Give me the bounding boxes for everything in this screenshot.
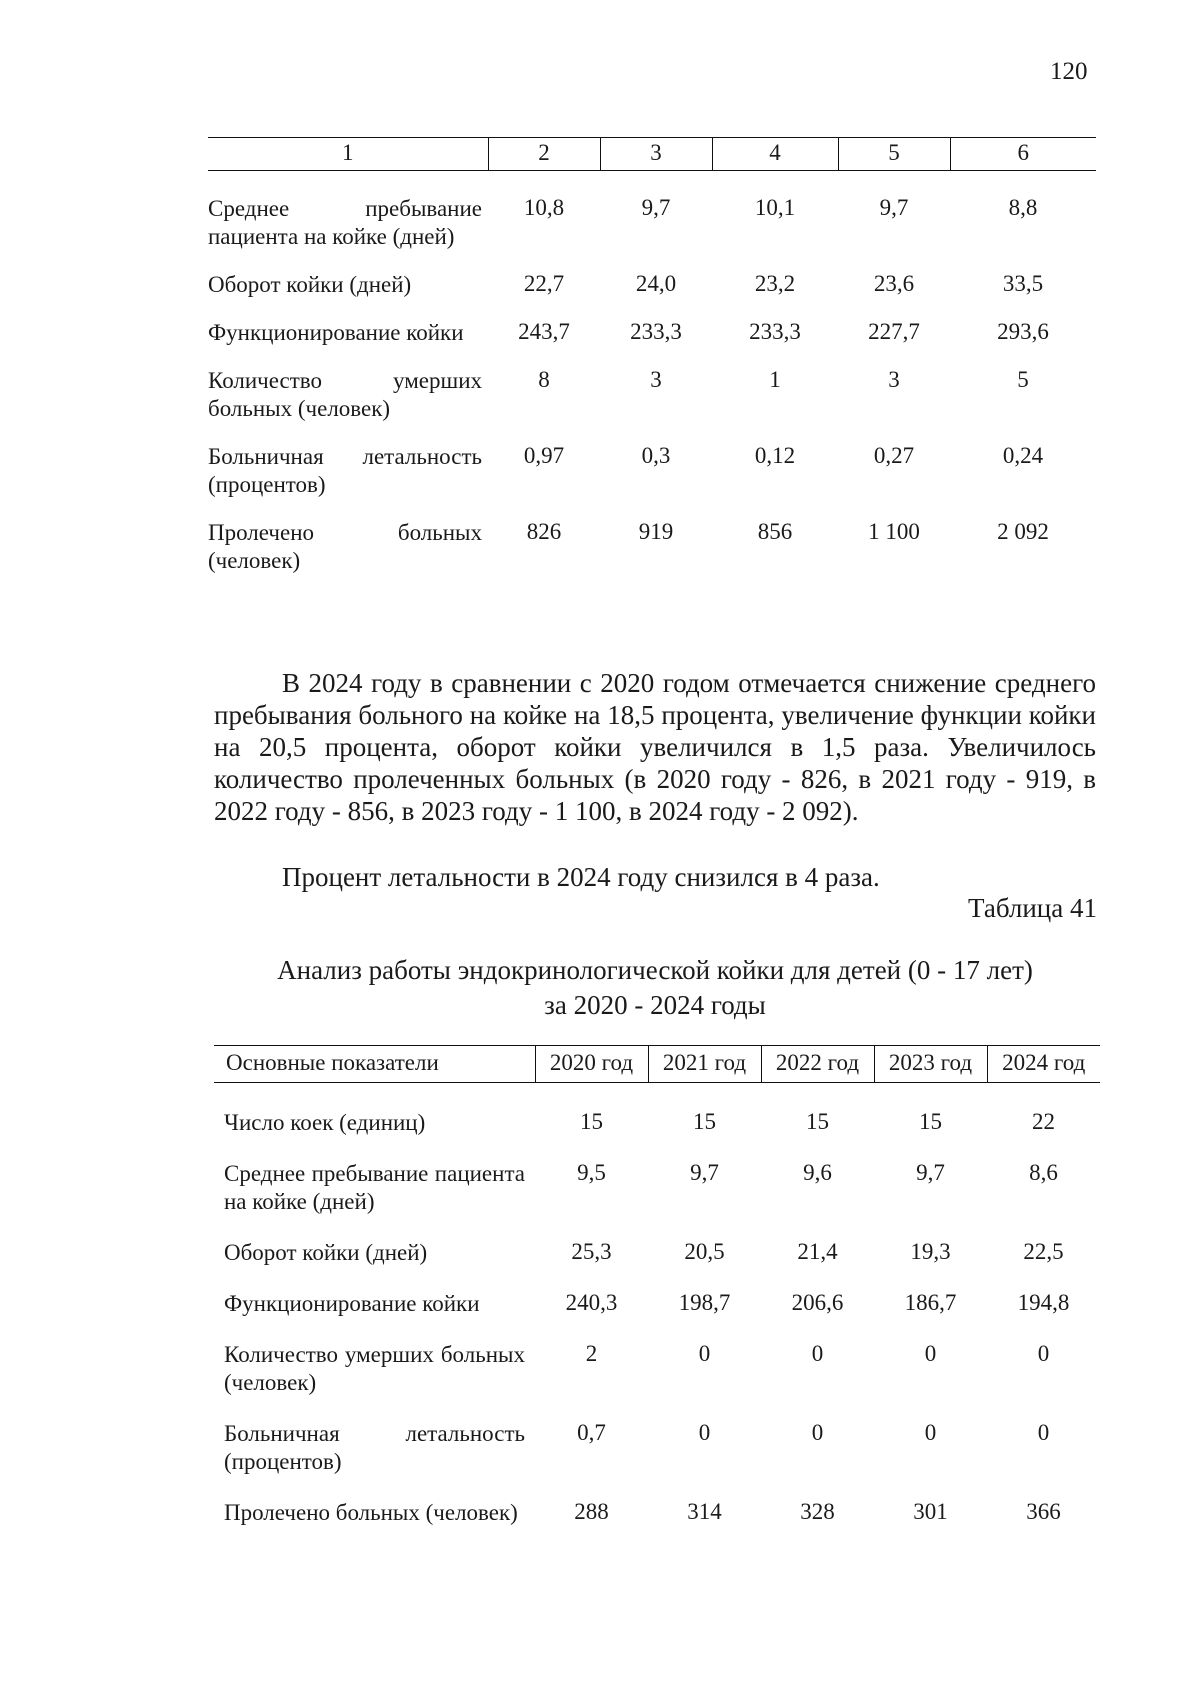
column-header: 2021 год (648, 1046, 761, 1083)
table-cell: 240,3 (565, 1290, 618, 1315)
table-cell: 826 (526, 519, 562, 544)
table-cell: 15 (580, 1109, 603, 1134)
table-row (208, 319, 1096, 367)
mortality-paragraph: Процент летальности в 2024 году снизился в 4 раза. (282, 862, 880, 892)
column-header: 5 (838, 138, 950, 171)
column-header: 1 (208, 138, 488, 171)
table-cell: 198,7 (678, 1290, 731, 1315)
table-cell: 206,6 (791, 1290, 844, 1315)
column-header: 6 (950, 138, 1096, 171)
row-label: Пролечено больных (человек) (208, 520, 482, 573)
table-title (214, 953, 1096, 1023)
summary-paragraph: В 2024 году в сравнении с 2020 годом отмечается снижение среднего пребывания больного на койке на 18,5 процента, увеличение функции койки на 20,5 процента, оборот койки увеличился в 1,5 раза. Увеличилось количество пролеченных больных (в 2020 году - 826, в 2021 году - 919, в 2022 году - 856, в 2023 году - 1 100, в 2024 году - 2 092). (214, 668, 1096, 826)
table-cell: 10,8 (523, 195, 565, 220)
table-cell: 0 (698, 1420, 711, 1445)
bed-stats-table-continued (208, 137, 1096, 595)
column-header: 4 (712, 138, 838, 171)
table-cell: 0,24 (1002, 443, 1044, 468)
table-cell: 15 (693, 1109, 716, 1134)
row-label: Количество умерших больных (человек) (208, 368, 482, 421)
table-cell: 9,5 (577, 1160, 606, 1185)
table-row (208, 519, 1096, 595)
table-cell: 3 (650, 367, 662, 392)
endocrinology-bed-table (214, 1045, 1100, 1550)
table-cell: 24,0 (635, 271, 677, 296)
table-cell: 8,6 (1029, 1160, 1058, 1185)
table-cell: 9,7 (916, 1160, 945, 1185)
table-row (214, 1420, 1100, 1499)
table-row (208, 367, 1096, 443)
table-cell: 288 (574, 1499, 609, 1524)
table-row (214, 1109, 1100, 1160)
column-header: 2020 год (535, 1046, 648, 1083)
table-header-row (214, 1046, 1100, 1083)
table-cell: 919 (638, 519, 674, 544)
table-header-row (208, 138, 1096, 171)
table-cell: 0,97 (523, 443, 565, 468)
table-cell: 194,8 (1017, 1290, 1070, 1315)
column-header: 3 (600, 138, 712, 171)
row-label: Среднее пребывание пациента на койке (дней) (224, 1161, 525, 1214)
row-label: Среднее пребывание пациента на койке (дней) (208, 196, 482, 249)
table-cell: 0 (811, 1420, 824, 1445)
table-cell: 5 (1017, 367, 1029, 392)
column-header: 2024 год (987, 1046, 1100, 1083)
table-row (208, 195, 1096, 271)
table-cell: 9,7 (879, 195, 909, 220)
row-label: Количество умерших больных (человек) (224, 1342, 525, 1395)
table-cell: 0,7 (577, 1420, 606, 1445)
table-cell: 0 (924, 1420, 937, 1445)
table-caption: Таблица 41 (968, 893, 1097, 923)
table-row (208, 271, 1096, 319)
table-row (208, 443, 1096, 519)
table-cell: 366 (1026, 1499, 1061, 1524)
table-cell: 328 (800, 1499, 835, 1524)
table-title-line: Анализ работы эндокринологической койки для детей (0 - 17 лет) (277, 955, 1033, 985)
table-cell: 2 092 (997, 519, 1049, 544)
table-cell: 3 (888, 367, 900, 392)
table-cell: 22,7 (523, 271, 565, 296)
table-cell: 8,8 (1008, 195, 1038, 220)
table-cell: 1 100 (868, 519, 920, 544)
table-cell: 15 (806, 1109, 829, 1134)
table-cell: 243,7 (518, 319, 570, 344)
table-cell: 856 (757, 519, 793, 544)
table-cell: 0 (698, 1341, 711, 1366)
table-row (214, 1341, 1100, 1420)
column-header: Основные показатели (214, 1046, 535, 1083)
table-cell: 0,3 (641, 443, 671, 468)
table-title-line: за 2020 - 2024 годы (544, 990, 766, 1020)
table-cell: 301 (913, 1499, 948, 1524)
table-cell: 9,7 (690, 1160, 719, 1185)
table-cell: 15 (919, 1109, 942, 1134)
row-label: Функционирование койки (208, 320, 464, 345)
table-cell: 1 (769, 367, 781, 392)
table-cell: 0,12 (754, 443, 796, 468)
table-cell: 0 (1037, 1341, 1050, 1366)
table-cell: 23,6 (873, 271, 915, 296)
page-number: 120 (1050, 58, 1088, 85)
table-cell: 19,3 (910, 1239, 951, 1264)
row-label: Больничная летальность (процентов) (224, 1421, 525, 1474)
table-cell: 0 (811, 1341, 824, 1366)
table-cell: 33,5 (1002, 271, 1044, 296)
row-label: Функционирование койки (224, 1291, 480, 1316)
row-label: Пролечено больных (человек) (224, 1500, 518, 1525)
table-cell: 23,2 (754, 271, 796, 296)
table-cell: 314 (687, 1499, 722, 1524)
column-header: 2022 год (761, 1046, 874, 1083)
table-cell: 22 (1032, 1109, 1055, 1134)
table-cell: 0 (924, 1341, 937, 1366)
column-header: 2 (488, 138, 600, 171)
table-cell: 293,6 (997, 319, 1049, 344)
table-cell: 233,3 (630, 319, 682, 344)
table-cell: 22,5 (1023, 1239, 1064, 1264)
row-label: Больничная летальность (процентов) (208, 444, 482, 497)
table-cell: 20,5 (684, 1239, 725, 1264)
table-cell: 9,7 (641, 195, 671, 220)
table-row (214, 1499, 1100, 1550)
row-label: Число коек (единиц) (224, 1110, 426, 1135)
table-cell: 186,7 (904, 1290, 957, 1315)
table-cell: 0 (1037, 1420, 1050, 1445)
table-cell: 2 (585, 1341, 598, 1366)
table-row (214, 1290, 1100, 1341)
table-row (214, 1160, 1100, 1239)
table-cell: 0,27 (873, 443, 915, 468)
table-cell: 25,3 (571, 1239, 612, 1264)
row-label: Оборот койки (дней) (224, 1240, 428, 1265)
row-label: Оборот койки (дней) (208, 272, 412, 297)
table-cell: 233,3 (749, 319, 801, 344)
table-cell: 227,7 (868, 319, 920, 344)
table-row (214, 1239, 1100, 1290)
table-cell: 21,4 (797, 1239, 838, 1264)
table-cell: 9,6 (803, 1160, 832, 1185)
table-cell: 10,1 (754, 195, 796, 220)
table-cell: 8 (538, 367, 550, 392)
column-header: 2023 год (874, 1046, 987, 1083)
